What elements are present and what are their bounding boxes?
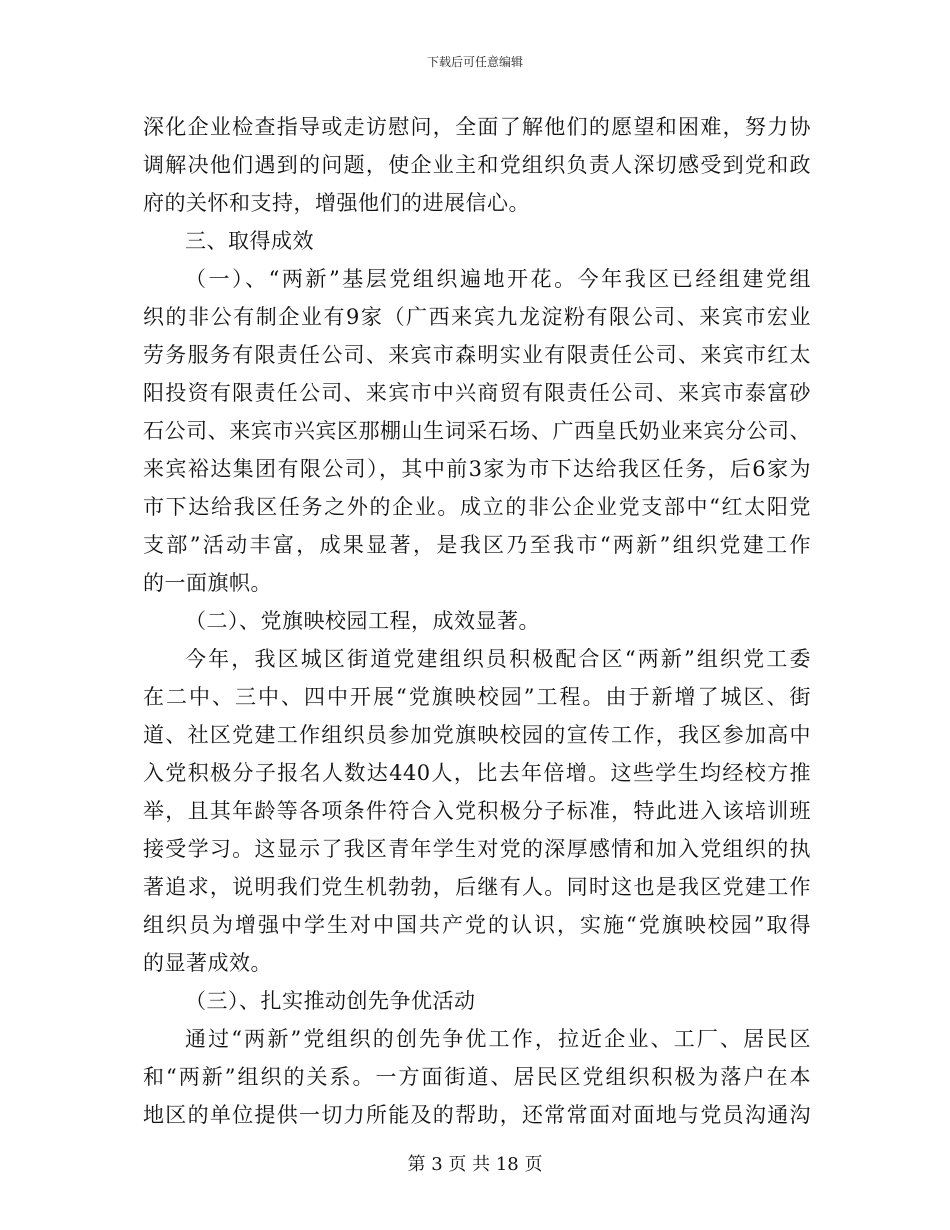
text-line: 组织员为增强中学生对中国共产党的认识，实施“党旗映校园”取得 [143, 913, 811, 937]
text-line: 石公司、来宾市兴宾区那棚山生词采石场、广西皇氏奶业来宾分公司、 [143, 419, 811, 443]
text-line: 地区的单位提供一切力所能及的帮助，还常常面对面地与党员沟通沟 [143, 1103, 811, 1127]
text-line: 的一面旗帜。 [143, 571, 272, 595]
text-line: 的显著成效。 [143, 951, 272, 975]
text-line: 深化企业检查指导或走访慰问，全面了解他们的愿望和困难，努力协 [143, 115, 811, 139]
text-line: 和“两新”组织的关系。一方面街道、居民区党组织积极为落户在本 [143, 1065, 811, 1089]
text-line: （三）、扎实推动创先争优活动 [185, 989, 476, 1013]
text-line: 织的非公有制企业有9家（广西来宾九龙淀粉有限公司、来宾市宏业 [143, 305, 811, 329]
text-line: 今年，我区城区街道党建组织员积极配合区“两新”组织党工委 [185, 647, 811, 671]
text-line: 阳投资有限责任公司、来宾市中兴商贸有限责任公司、来宾市泰富砂 [143, 381, 811, 405]
text-line: 通过“两新”党组织的创先争优工作，拉近企业、工厂、居民区 [185, 1027, 811, 1051]
text-line: 支部”活动丰富，成果显著，是我区乃至我市“两新”组织党建工作 [143, 533, 811, 557]
text-line: （二）、党旗映校园工程，成效显著。 [185, 609, 540, 633]
page-number: 第 3 页 共 18 页 [407, 1154, 543, 1175]
text-line: 劳务服务有限责任公司、来宾市森明实业有限责任公司、来宾市红太 [143, 343, 811, 367]
text-line: 府的关怀和支持，增强他们的进展信心。 [143, 191, 530, 215]
document-body [143, 108, 811, 1134]
text-line: 接受学习。这显示了我区青年学生对党的深厚感情和加入党组织的执 [143, 837, 811, 861]
text-line: 市下达给我区任务之外的企业。成立的非公企业党支部中“红太阳党 [143, 495, 811, 519]
text-line: 举，且其年龄等各项条件符合入党积极分子标准，特此进入该培训班 [143, 799, 811, 823]
text-line: 道、社区党建工作组织员参加党旗映校园的宣传工作，我区参加高中 [143, 723, 811, 747]
page-header: 下载后可任意编辑 [426, 55, 523, 69]
text-line: 著追求，说明我们党生机勃勃，后继有人。同时这也是我区党建工作 [143, 875, 811, 899]
text-line: 在二中、三中、四中开展“党旗映校园”工程。由于新增了城区、街 [143, 685, 811, 709]
text-line: 来宾裕达集团有限公司），其中前3家为市下达给我区任务，后6家为 [143, 457, 811, 481]
text-line: （一）、“两新”基层党组织遍地开花。今年我区已经组建党组 [185, 267, 811, 291]
text-line: 调解决他们遇到的问题，使企业主和党组织负责人深切感受到党和政 [143, 153, 811, 177]
text-line: 三、取得成效 [185, 229, 314, 253]
text-line: 入党积极分子报名人数达440人，比去年倍增。这些学生均经校方推 [143, 761, 811, 785]
